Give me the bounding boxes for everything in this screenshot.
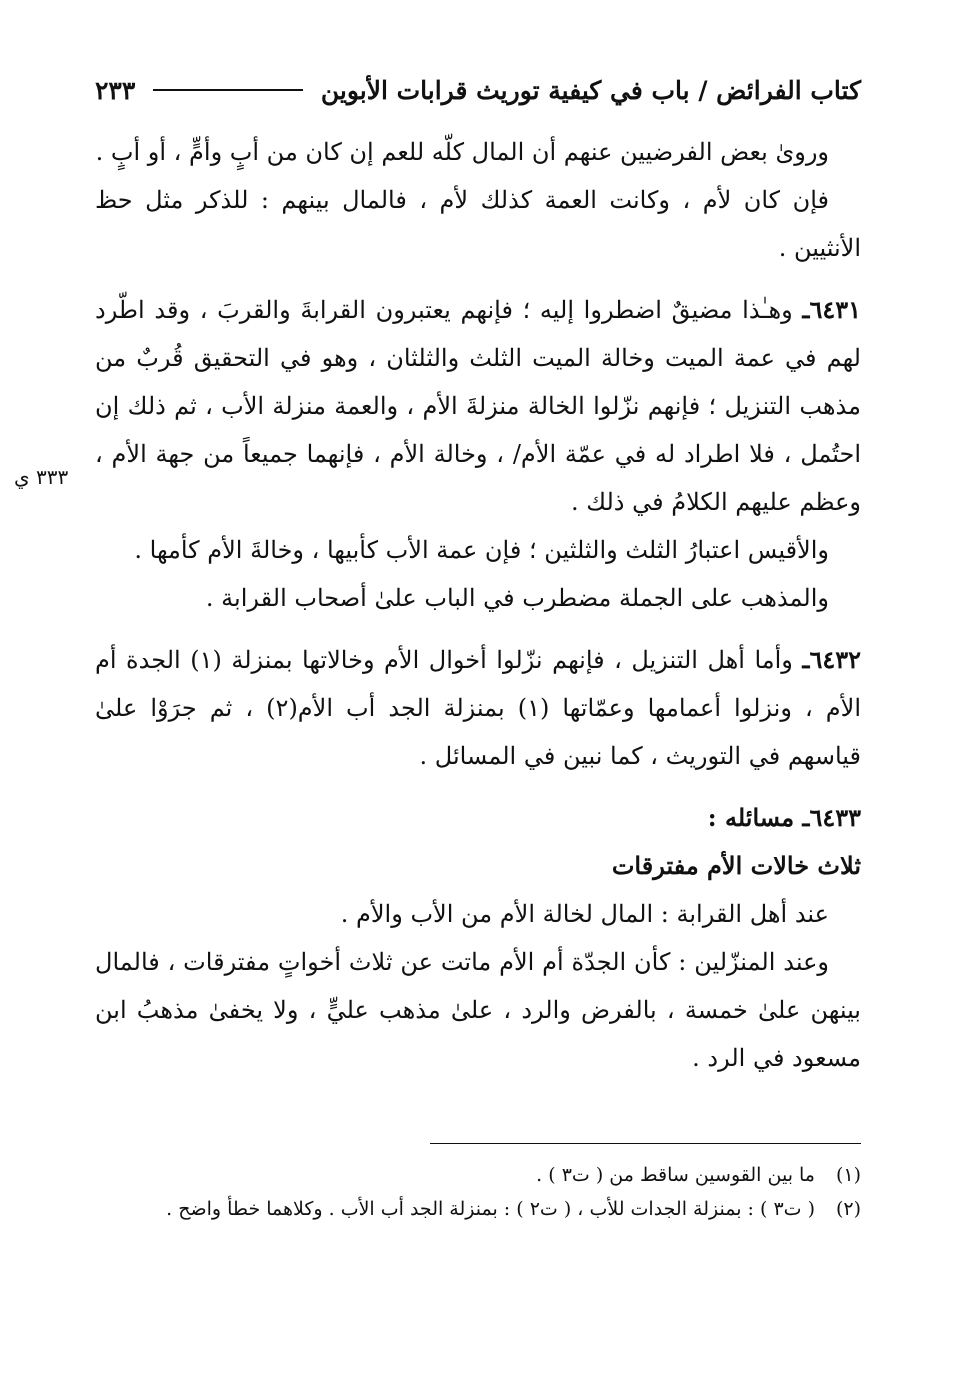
header-title: كتاب الفرائض / باب في كيفية توريث قرابات الأبوين: [320, 75, 861, 105]
main-text: [95, 128, 861, 1082]
paragraph-6431: [95, 286, 861, 526]
paragraph-1: وروىٰ بعض الفرضيين عنهم أن المال كلّه للعم إن كان من أبٍ وأمٍّ ، أو أبٍ .: [95, 138, 829, 166]
paragraph-text: وأما أهل التنزيل ، فإنهم نزّلوا أخوال الأم وخالاتها بمنزلة (١) الجدة أم الأم ، ونزلوا أعمامها وعمّاتها (١) بمنزلة الجد أب الأم(٢) ، ثم جرَوْا علىٰ قياسهم في التوريث ، كما نبين في المسائل .: [95, 646, 861, 770]
page-number: ٢٣٣: [95, 75, 136, 105]
margin-note: ٣٣٣ ي: [14, 465, 69, 489]
footnote-number: (١): [835, 1164, 861, 1186]
paragraph-text: مسائله :: [707, 803, 803, 832]
footnote-text: ما بين القوسين ساقط من ( ت٣ ) .: [536, 1164, 815, 1186]
paragraph-6432: [95, 636, 861, 780]
paragraph-10: وعند المنزّلين : كأن الجدّة أم الأم ماتت عن ثلاث أخواتٍ مفترقات ، فالمال بينهن علىٰ خمسة ، بالفرض والرد ، علىٰ مذهب عليٍّ ، ولا يخفىٰ مذهبُ ابن مسعود في الرد .: [95, 948, 861, 1072]
running-header: [95, 68, 861, 112]
footnotes: [88, 1158, 861, 1226]
paragraph-5: والمذهب على الجملة مضطرب في الباب علىٰ أصحاب القرابة .: [205, 584, 829, 612]
paragraph-9: عند أهل القرابة : المال لخالة الأم من الأب والأم .: [340, 900, 829, 928]
footnote-1: [88, 1158, 861, 1192]
paragraph-number: ٦٤٣٢ـ: [802, 645, 861, 674]
paragraph-2: فإن كان لأم ، وكانت العمة كذلك لأم ، فالمال بينهم : للذكر مثل حظ الأنثيين .: [95, 186, 861, 262]
paragraph-number: ٦٤٣١ـ: [802, 295, 861, 324]
footnote-number: (٢): [835, 1198, 861, 1220]
paragraph-text: وهـٰذا مضيقٌ اضطروا إليه ؛ فإنهم يعتبرون القرابةَ والقربَ ، وقد اطّرد لهم في عمة الميت وخالة الميت الثلث والثلثان ، وهو في التحقيق قُربٌ من مذهب التنزيل ؛ فإنهم نزّلوا الخالة منزلةَ الأم ، والعمة منزلة الأب ، ثم ذلك إن احتُمل ، فلا اطراد له في عمّة الأم/ ، وخالة الأم ، فإنهما جميعاً من جهة الأم ، وعظم عليهم الكلامُ في ذلك .: [95, 296, 861, 516]
footnote-text: ( ت٣ ) : بمنزلة الجدات للأب ، ( ت٢ ) : بمنزلة الجد أب الأب . وكلاهما خطأ واضح .: [166, 1198, 815, 1220]
paragraph-4: والأقيس اعتبارُ الثلث والثلثين ؛ فإن عمة الأب كأبيها ، وخالةَ الأم كأمها .: [134, 536, 829, 564]
section-heading: ثلاث خالات الأم مفترقات: [611, 851, 861, 880]
header-rule: [153, 89, 303, 91]
footnote-2: [88, 1192, 861, 1226]
paragraph-number: ٦٤٣٣ـ: [802, 803, 861, 832]
footnote-divider: [430, 1143, 861, 1144]
paragraph-6433: [95, 794, 861, 842]
